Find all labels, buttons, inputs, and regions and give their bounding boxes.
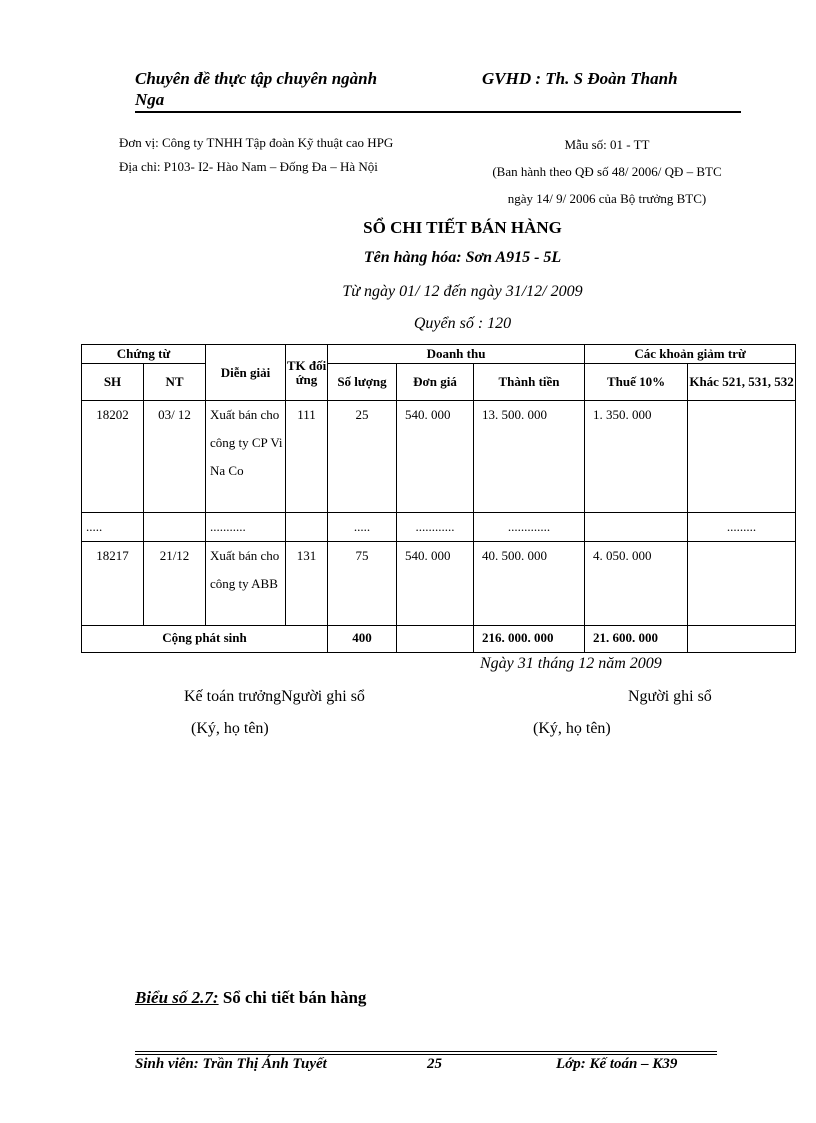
cell-unit-price: 540. 000 bbox=[397, 542, 474, 626]
col-description: Diễn giải bbox=[206, 345, 286, 401]
cell-nt bbox=[144, 513, 206, 542]
header-subject-cont: Nga bbox=[135, 90, 165, 109]
signature-right-note: (Ký, họ tên) bbox=[533, 720, 611, 737]
sign-date: Ngày 31 tháng 12 năm 2009 bbox=[480, 655, 662, 672]
table-row bbox=[82, 513, 796, 542]
cell-description: ........... bbox=[206, 513, 286, 542]
figure-caption bbox=[135, 988, 366, 1008]
form-code: Mẫu số: 01 - TT bbox=[564, 137, 650, 152]
cell-tax bbox=[585, 513, 688, 542]
cell-account: 111 bbox=[286, 401, 328, 513]
col-account: TK đối ứng bbox=[286, 345, 328, 401]
form-issued-line2: ngày 14/ 9/ 2006 của Bộ trưởng BTC) bbox=[507, 191, 707, 206]
table-row bbox=[82, 401, 796, 513]
total-row bbox=[82, 626, 796, 653]
cell-nt: 03/ 12 bbox=[144, 401, 206, 513]
cell-description: Xuất bán cho công ty CP Vi Na Co bbox=[206, 401, 286, 513]
cell-account: 131 bbox=[286, 542, 328, 626]
header-divider bbox=[135, 111, 741, 113]
cell-tax: 4. 050. 000 bbox=[585, 542, 688, 626]
header-left bbox=[135, 68, 455, 110]
cell-quantity: ..... bbox=[328, 513, 397, 542]
cell-amount: 13. 500. 000 bbox=[474, 401, 585, 513]
unit-address: Địa chỉ: P103- I2- Hào Nam – Đống Đa – Hà Nội bbox=[119, 159, 378, 174]
cell-quantity: 75 bbox=[328, 542, 397, 626]
footer-class: Lớp: Kế toán – K39 bbox=[556, 1056, 678, 1072]
period: Từ ngày 01/ 12 đến ngày 31/12/ 2009 bbox=[342, 283, 583, 300]
footer-divider-bottom bbox=[135, 1054, 717, 1055]
footer-divider-top bbox=[135, 1051, 717, 1052]
col-nt: NT bbox=[144, 364, 206, 401]
table-row bbox=[82, 542, 796, 626]
cell-account bbox=[286, 513, 328, 542]
total-other-blank bbox=[688, 626, 796, 653]
book-number: Quyển số : 120 bbox=[413, 315, 512, 332]
cell-other bbox=[688, 401, 796, 513]
col-voucher: Chứng từ bbox=[82, 345, 206, 364]
total-tax: 21. 600. 000 bbox=[585, 626, 688, 653]
signature-left-note: (Ký, họ tên) bbox=[191, 720, 269, 737]
cell-tax: 1. 350. 000 bbox=[585, 401, 688, 513]
col-unit-price: Đơn giá bbox=[397, 364, 474, 401]
caption-label: Biểu số 2.7: bbox=[135, 988, 219, 1007]
cell-quantity: 25 bbox=[328, 401, 397, 513]
cell-description: Xuất bán cho công ty ABB bbox=[206, 542, 286, 626]
signature-right-title: Người ghi sổ bbox=[628, 688, 712, 705]
col-amount: Thành tiền bbox=[474, 364, 585, 401]
footer-page-number: 25 bbox=[427, 1056, 442, 1072]
col-deductions: Các khoản giảm trừ bbox=[585, 345, 796, 364]
total-quantity: 400 bbox=[328, 626, 397, 653]
cell-unit-price: ............ bbox=[397, 513, 474, 542]
cell-unit-price: 540. 000 bbox=[397, 401, 474, 513]
caption-text: Sổ chi tiết bán hàng bbox=[218, 988, 367, 1007]
cell-amount: 40. 500. 000 bbox=[474, 542, 585, 626]
unit-name: Đơn vị: Công ty TNHH Tập đoàn Kỹ thuật cao HPG bbox=[119, 135, 394, 150]
cell-other bbox=[688, 542, 796, 626]
header-supervisor: GVHD : Th. S Đoàn Thanh bbox=[482, 69, 678, 88]
product-name: Tên hàng hóa: Sơn A915 - 5L bbox=[363, 249, 562, 266]
cell-sh: ..... bbox=[82, 513, 144, 542]
signature-left-title: Kế toán trưởngNgười ghi sổ bbox=[184, 688, 365, 705]
form-issued-line1: (Ban hành theo QĐ số 48/ 2006/ QĐ – BTC bbox=[492, 164, 722, 179]
cell-amount: ............. bbox=[474, 513, 585, 542]
col-revenue: Doanh thu bbox=[328, 345, 585, 364]
footer-student: Sinh viên: Trần Thị Ánh Tuyết bbox=[135, 1056, 327, 1072]
total-label: Cộng phát sinh bbox=[82, 626, 328, 653]
cell-nt: 21/12 bbox=[144, 542, 206, 626]
cell-sh: 18202 bbox=[82, 401, 144, 513]
document-title: SỔ CHI TIẾT BÁN HÀNG bbox=[363, 218, 562, 237]
total-price-blank bbox=[397, 626, 474, 653]
col-sh: SH bbox=[82, 364, 144, 401]
col-tax: Thuế 10% bbox=[585, 364, 688, 401]
total-amount: 216. 000. 000 bbox=[474, 626, 585, 653]
cell-other: ......... bbox=[688, 513, 796, 542]
col-other: Khác 521, 531, 532 bbox=[688, 364, 796, 401]
col-quantity: Số lượng bbox=[328, 364, 397, 401]
sales-ledger-table bbox=[81, 344, 796, 653]
cell-sh: 18217 bbox=[82, 542, 144, 626]
header-subject: Chuyên đề thực tập chuyên ngành bbox=[135, 69, 378, 88]
